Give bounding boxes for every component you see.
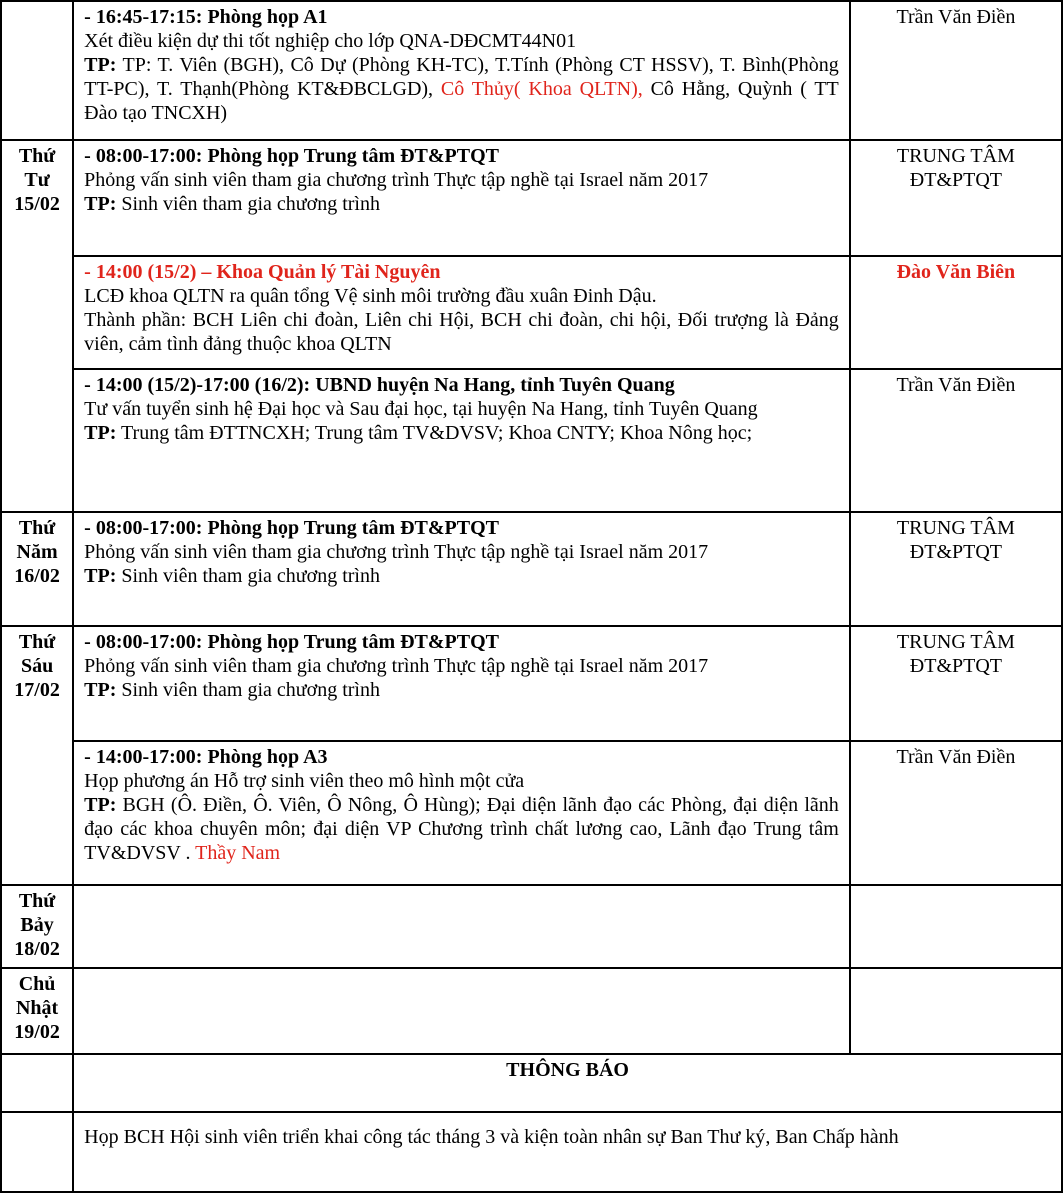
day-date: 15/02 [14,193,60,215]
event-description: Xét điều kiện dự thi tốt nghiệp cho lớp QNA-DĐCMT44N01 [84,30,577,52]
participants-text: Sinh viên tham gia chương trình [116,565,380,587]
day-cell-wednesday [1,140,73,512]
event-host: Trần Văn Điền [850,741,1062,885]
event-host: Trần Văn Điền [850,1,1062,140]
event-host-empty [850,968,1062,1054]
event-participants [84,564,839,588]
event-title: - 14:00 (15/2) – Khoa Quản lý Tài Nguyên [84,261,441,283]
event-title: - 14:00-17:00: Phòng họp A3 [84,746,328,768]
event-description: Phỏng vấn sinh viên tham gia chương trình Thực tập nghề tại Israel năm 2017 [84,655,709,677]
table-row [1,1112,1062,1192]
event-title: - 14:00 (15/2)-17:00 (16/2): UBND huyện Na Hang, tỉnh Tuyên Quang [84,374,675,396]
participants-label: TP: [84,422,117,444]
day-cell-saturday [1,885,73,968]
notice-day-empty [1,1112,73,1192]
participants-text: Sinh viên tham gia chương trình [116,679,380,701]
event-title: - 08:00-17:00: Phòng họp Trung tâm ĐT&PTQT [84,145,499,167]
event-participants [84,793,839,865]
participants-label: TP: [84,54,117,76]
event-content [73,369,850,512]
day-date: 16/02 [14,565,60,587]
day-label: Thứ [18,890,56,912]
event-participants [84,53,839,125]
day-name: Nhật [15,997,59,1019]
day-name: Năm [16,541,58,563]
event-title: - 08:00-17:00: Phòng họp Trung tâm ĐT&PTQT [84,517,499,539]
event-content [73,626,850,741]
event-content [73,512,850,626]
table-row [1,968,1062,1054]
event-host: TRUNG TÂM ĐT&PTQT [850,626,1062,741]
participants-label: TP: [84,193,117,215]
day-label: Chủ [18,973,56,995]
participants-label: TP: [84,794,117,816]
participants-text: Sinh viên tham gia chương trình [116,193,380,215]
event-description: Họp phương án Hỗ trợ sinh viên theo mô hình một cửa [84,770,525,792]
event-description: Phỏng vấn sinh viên tham gia chương trình Thực tập nghề tại Israel năm 2017 [84,541,709,563]
day-cell-thursday [1,512,73,626]
participants-label: TP: [84,679,117,701]
table-row [1,1054,1062,1112]
day-date: 19/02 [14,1021,60,1043]
participants-text: BGH (Ô. Điền, Ô. Viên, Ô Nông, Ô Hùng); Đại diện lãnh đạo các Phòng, đại diện lãnh đạo các khoa chuyên môn; đại diện VP Chương trình chất lương cao, Lãnh đạo Trung tâm TV&DVSV . [84,794,839,864]
participants-highlight: Cô Thủy( Khoa QLTN), [440,78,643,100]
event-content [73,1,850,140]
event-host: TRUNG TÂM ĐT&PTQT [850,140,1062,256]
notice-day-empty [1,1054,73,1112]
participants-highlight: Thầy Nam [195,842,281,864]
notice-text: Họp BCH Hội sinh viên triển khai công tác tháng 3 và kiện toàn nhân sự Ban Thư ký, Ban Chấp hành [73,1112,1062,1192]
day-label: Thứ [18,631,56,653]
event-host-empty [850,885,1062,968]
day-name: Bảy [20,914,54,936]
day-cell-empty [1,1,73,140]
table-row [1,140,1062,256]
day-label: Thứ [18,517,56,539]
table-row [1,741,1062,885]
event-description: Phỏng vấn sinh viên tham gia chương trình Thực tập nghề tại Israel năm 2017 [84,169,709,191]
event-participants [84,192,839,216]
day-date: 18/02 [14,938,60,960]
day-name: Tư [24,169,50,191]
table-row [1,1,1062,140]
table-row [1,256,1062,369]
day-date: 17/02 [14,679,60,701]
event-title: - 16:45-17:15: Phòng họp A1 [84,6,328,28]
event-description: LCĐ khoa QLTN ra quân tổng Vệ sinh môi trường đầu xuân Đinh Dậu. [84,285,657,307]
event-content-empty [73,885,850,968]
event-content [73,140,850,256]
event-participants [84,421,839,445]
event-participants [84,678,839,702]
day-cell-sunday [1,968,73,1054]
event-description: Tư vấn tuyển sinh hệ Đại học và Sau đại học, tại huyện Na Hang, tỉnh Tuyên Quang [84,398,758,420]
event-content-empty [73,968,850,1054]
notice-title: THÔNG BÁO [73,1054,1062,1112]
table-row [1,885,1062,968]
table-row [1,512,1062,626]
event-content [73,256,850,369]
participants-text: TP: T. Viên (BGH), Cô Dự (Phòng KH-TC), T.Tính (Phòng CT HSSV), T. Bình(Phòng TT-PC), T. Thạnh(Phòng KT&ĐBCLGD), [84,54,839,100]
day-label: Thứ [18,145,56,167]
event-participants: Thành phần: BCH Liên chi đoàn, Liên chi Hội, BCH chi đoàn, chi hội, Đối trượng là Đảng viên, cảm tình đảng thuộc khoa QLTN [84,309,839,355]
event-host: TRUNG TÂM ĐT&PTQT [850,512,1062,626]
participants-tail: Cô Hằng, Quỳnh ( TT Đào tạo TNCXH) [84,78,839,124]
day-name: Sáu [20,655,54,677]
participants-text: Trung tâm ĐTTNCXH; Trung tâm TV&DVSV; Khoa CNTY; Khoa Nông học; [116,422,753,444]
participants-label: TP: [84,565,117,587]
day-cell-friday [1,626,73,885]
event-host: Đào Văn Biên [850,256,1062,369]
event-host: Trần Văn Điền [850,369,1062,512]
event-content [73,741,850,885]
event-title: - 08:00-17:00: Phòng họp Trung tâm ĐT&PTQT [84,631,499,653]
table-row [1,626,1062,741]
table-row [1,369,1062,512]
